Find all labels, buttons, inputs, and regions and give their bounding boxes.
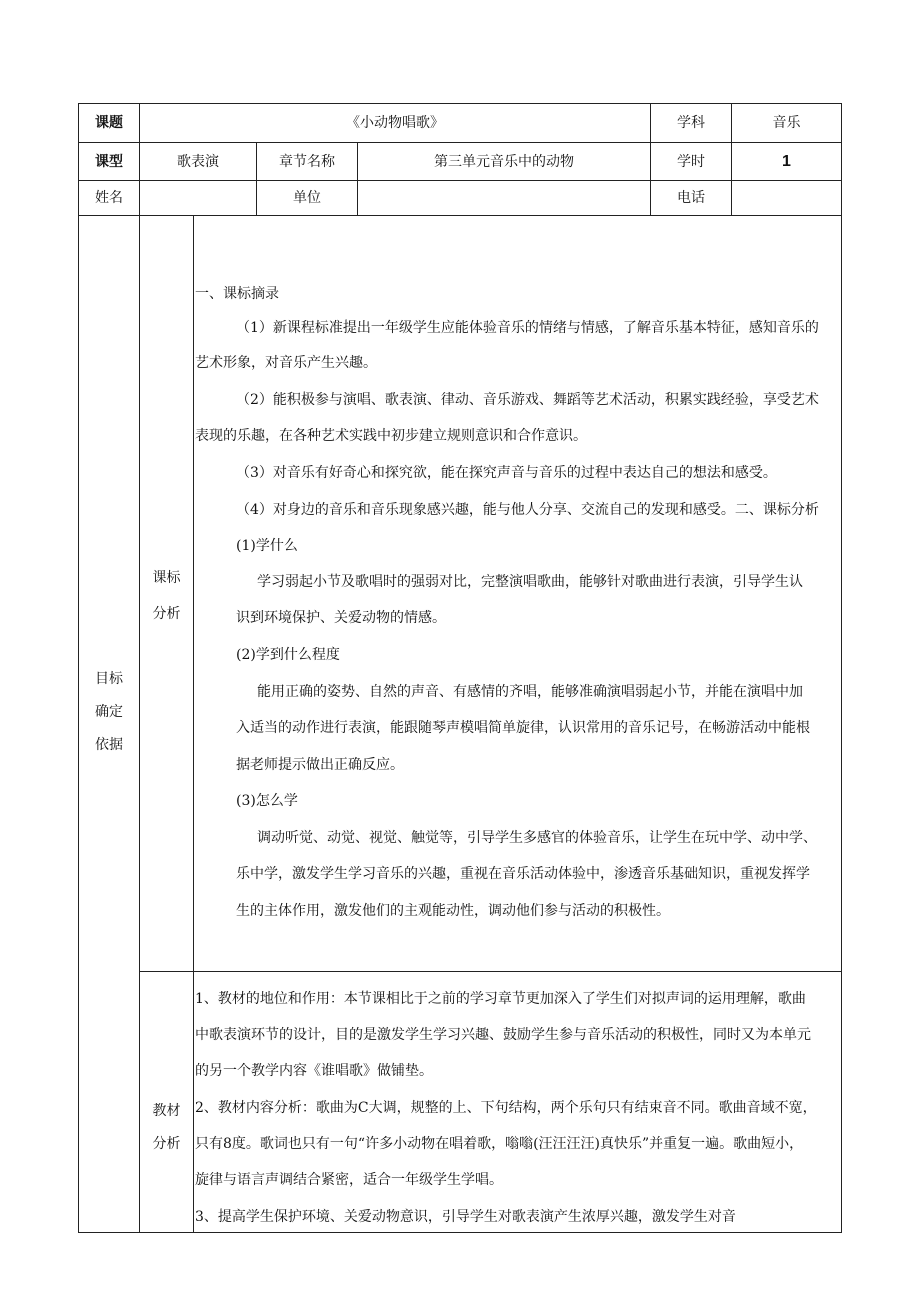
textbook-line: 的另一个教学内容《谁唱歌》做铺垫。 — [195, 1063, 433, 1079]
curriculum-line: （3）对音乐有好奇心和探究欲，能在探究声音与音乐的过程中表达自己的想法和感受。 — [236, 465, 777, 481]
chapter-value: 第三单元音乐中的动物 — [434, 153, 574, 170]
grid-line — [841, 103, 842, 1233]
textbook-line: 旋律与语言声调结合紧密，适合一年级学生学唱。 — [195, 1172, 503, 1188]
textbook-line: 中歌表演环节的设计，目的是激发学生学习兴趣、鼓励学生参与音乐活动的积极性，同时又为本单元 — [195, 1027, 811, 1043]
grid-line — [78, 103, 79, 1233]
textbook-line: 只有8度。歌词也只有一句“许多小动物在唱着歌，嗡嗡(汪汪汪汪)真快乐”并重复一遍。歌曲短小， — [195, 1136, 804, 1152]
curriculum-line: 生的主体作用，激发他们的主观能动性，调动他们参与活动的积极性。 — [236, 903, 670, 919]
curriculum-line: 乐中学，激发学生学习音乐的兴趣，重视在音乐活动体验中，渗透音乐基础知识，重视发挥学 — [236, 866, 810, 882]
textbook-label-line: 教材 — [152, 1103, 181, 1119]
type-value: 歌表演 — [177, 153, 219, 170]
grid-line — [139, 103, 140, 1233]
hours-value: 1 — [782, 152, 791, 170]
curriculum-line: 艺术形象，对音乐产生兴趣。 — [195, 355, 377, 371]
subject-value: 音乐 — [772, 115, 801, 131]
curriculum-line: 据老师提示做出正确反应。 — [236, 757, 404, 773]
curriculum-line: 识到环境保护、关爱动物的情感。 — [236, 610, 446, 626]
goal-basis-label-line: 目标 — [95, 671, 123, 687]
textbook-line: 1、教材的地位和作用：本节课相比于之前的学习章节更加深入了学生们对拟声词的运用理解，歌曲 — [195, 991, 806, 1007]
topic-label: 课题 — [95, 115, 123, 131]
subject-label: 学科 — [677, 115, 705, 131]
curriculum-label-line: 课标 — [152, 570, 181, 586]
curriculum-label-line: 分析 — [152, 606, 181, 622]
goal-basis-label — [79, 672, 139, 771]
goal-basis-label-line: 确定 — [95, 704, 123, 720]
textbook-line: 2、教材内容分析：歌曲为C大调，规整的上、下句结构，两个乐句只有结束音不同。歌曲音域不宽， — [195, 1100, 817, 1116]
grid-line — [193, 215, 194, 1233]
curriculum-label — [140, 571, 193, 643]
curriculum-line: （1）新课程标准提出一年级学生应能体验音乐的情绪与情感，了解音乐基本特征，感知音乐的 — [236, 320, 819, 336]
curriculum-line: 表现的乐趣，在各种艺术实践中初步建立规则意识和合作意识。 — [195, 428, 587, 444]
curriculum-line: 调动听觉、动觉、视觉、触觉等，引导学生多感官的体验音乐，让学生在玩中学、动中学、 — [257, 830, 817, 846]
textbook-line: 3、提高学生保护环境、关爱动物意识，引导学生对歌表演产生浓厚兴趣，激发学生对音 — [195, 1209, 736, 1225]
textbook-label — [140, 1104, 193, 1170]
curriculum-line: 学习弱起小节及歌唱时的强弱对比，完整演唱歌曲，能够针对歌曲进行表演，引导学生认 — [257, 574, 803, 590]
goal-basis-label-line: 依据 — [95, 737, 123, 753]
textbook-label-line: 分析 — [152, 1136, 181, 1152]
chapter-label: 章节名称 — [279, 153, 335, 170]
name-label: 姓名 — [95, 190, 123, 206]
curriculum-line: （2）能积极参与演唱、歌表演、律动、音乐游戏、舞蹈等艺术活动，积累实践经验，享受艺术 — [236, 392, 819, 408]
curriculum-line: (2)学到什么程度 — [236, 647, 340, 663]
curriculum-line: (3)怎么学 — [236, 793, 298, 809]
topic-value: 《小动物唱歌》 — [346, 115, 444, 131]
curriculum-line: 一、课标摘录 — [195, 286, 279, 302]
curriculum-line: （4）对身边的音乐和音乐现象感兴趣，能与他人分享、交流自己的发现和感受。二、课标分析 — [236, 502, 819, 518]
unit-label: 单位 — [293, 190, 321, 206]
curriculum-line: 入适当的动作进行表演，能跟随琴声模唱简单旋律，认识常用的音乐记号，在畅游活动中能根 — [236, 720, 810, 736]
hours-label: 学时 — [677, 153, 705, 170]
grid-line — [139, 971, 842, 972]
curriculum-line: 能用正确的姿势、自然的声音、有感情的齐唱，能够准确演唱弱起小节，并能在演唱中加 — [257, 684, 803, 700]
phone-label: 电话 — [677, 190, 705, 206]
type-label: 课型 — [95, 153, 123, 170]
curriculum-line: (1)学什么 — [236, 538, 298, 554]
